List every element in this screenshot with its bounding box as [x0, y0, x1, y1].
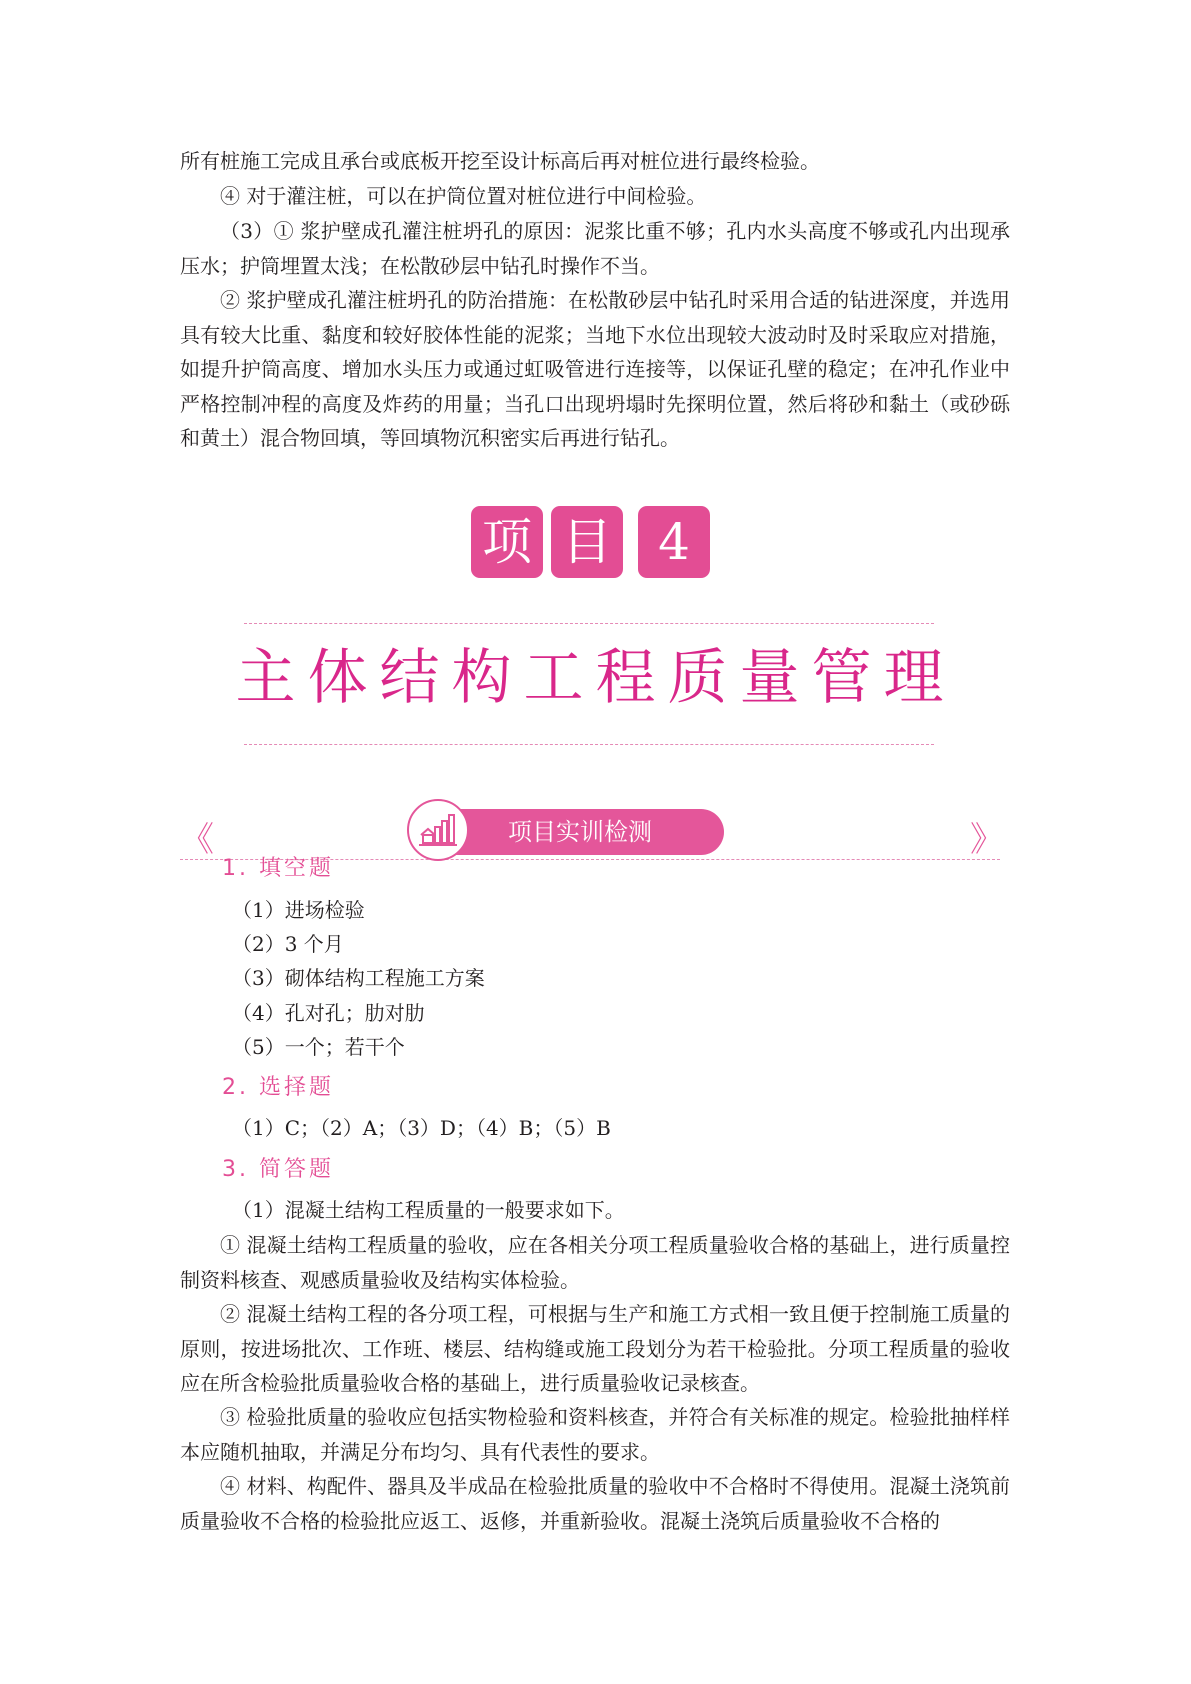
fill-blank-item-4: （4）孔对孔；肋对肋: [232, 1001, 425, 1025]
short-answer-paragraph-4: ④ 材料、构配件、器具及半成品在检验批质量的验收中不合格时不得使用。混凝土浇筑前质量验收不合格的检验批应返工、返修，并重新验收。混凝土浇筑后质量验收不合格的: [180, 1474, 1010, 1533]
short-answer-paragraph-2: ② 混凝土结构工程的各分项工程，可根据与生产和施工方式相一致且便于控制施工质量的原则，按进场批次、工作班、楼层、结构缝或施工段划分为若干检验批。分项工程质量的验收应在所含检验批质量验收合格的基础上，进行质量验收记录核查。: [180, 1302, 1010, 1395]
title-divider-bottom: [244, 744, 934, 745]
short-answer-heading: 3. 简答题: [222, 1157, 334, 1182]
paragraph-collapse-causes: （3）① 浆护壁成孔灌注桩坍孔的原因：泥浆比重不够；孔内水头高度不够或孔内出现承压水；护筒埋置太浅；在松散砂层中钻孔时操作不当。: [180, 219, 1010, 278]
section-icon: [407, 799, 469, 861]
section-header-bar: [434, 809, 724, 855]
section-label: 项目实训检测: [508, 818, 652, 846]
paragraph-item-4: ④ 对于灌注桩，可以在护筒位置对桩位进行中间检验。: [220, 184, 707, 208]
right-chevron-icon: 》: [970, 820, 1004, 860]
short-answer-paragraph-1: ① 混凝土结构工程质量的验收，应在各相关分项工程质量验收合格的基础上，进行质量控制资料核查、观感质量验收及结构实体检验。: [180, 1233, 1010, 1292]
left-chevron-icon: 《: [180, 820, 214, 860]
fill-blank-item-3: （3）砌体结构工程施工方案: [232, 966, 485, 990]
fill-blank-item-5: （5）一个；若干个: [232, 1035, 405, 1059]
fill-blank-item-2: （2）3 个月: [232, 932, 344, 956]
chart-house-icon: [409, 801, 467, 859]
chapter-title: 主体结构工程质量管理: [235, 643, 956, 713]
project-char-box-2: 目: [551, 506, 623, 578]
fill-blank-item-1: （1）进场检验: [232, 898, 365, 922]
paragraph-collapse-prevention: ② 浆护壁成孔灌注桩坍孔的防治措施：在松散砂层中钻孔时采用合适的钻进深度，并选用具有较大比重、黏度和较好胶体性能的泥浆；当地下水位出现较大波动时及时采取应对措施，如提升护筒高度、增加水头压力或通过虹吸管进行连接等，以保证孔壁的稳定；在冲孔作业中严格控制冲程的高度及炸药的用量；当孔口出现坍塌时先探明位置，然后将砂和黏土（或砂砾和黄土）混合物回填，等回填物沉积密实后再进行钻孔。: [180, 288, 1010, 450]
title-divider-top: [244, 623, 934, 624]
project-number-box: 4: [638, 506, 710, 578]
fill-blank-heading: 1. 填空题: [222, 856, 334, 881]
paragraph-continuation: 所有桩施工完成且承台或底板开挖至设计标高后再对桩位进行最终检验。: [180, 149, 820, 173]
choice-answers: （1）C；（2）A；（3）D；（4）B；（5）B: [232, 1116, 611, 1140]
choice-heading: 2. 选择题: [222, 1075, 334, 1100]
short-answer-intro: （1）混凝土结构工程质量的一般要求如下。: [232, 1198, 625, 1222]
project-char-box-1: 项: [471, 506, 543, 578]
short-answer-paragraph-3: ③ 检验批质量的验收应包括实物检验和资料核查，并符合有关标准的规定。检验批抽样样本应随机抽取，并满足分布均匀、具有代表性的要求。: [180, 1405, 1010, 1464]
